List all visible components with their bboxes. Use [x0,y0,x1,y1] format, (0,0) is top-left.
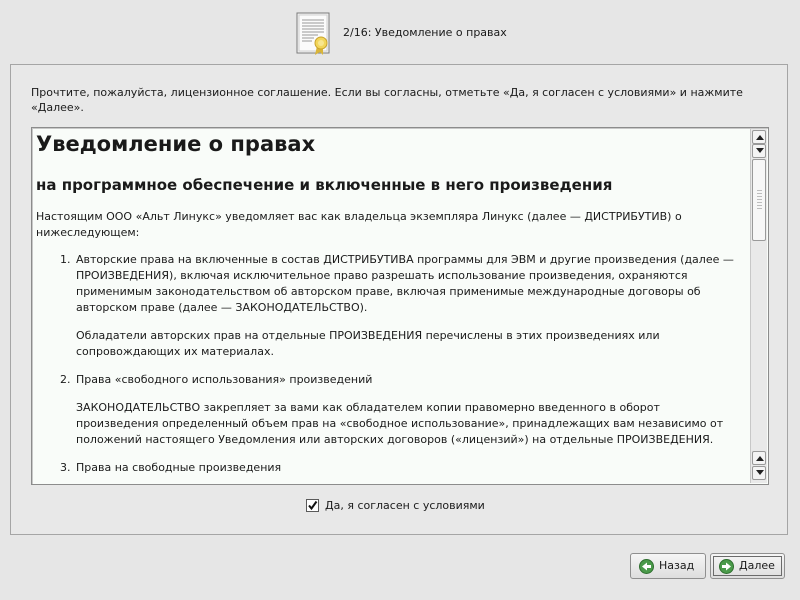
license-list-item [60,372,736,388]
back-button-label: Назад [659,559,695,572]
main-panel [10,64,788,535]
certificate-document-icon [296,12,332,56]
step-title: 2/16: Уведомление о правах [343,26,507,39]
arrow-right-icon [719,559,734,574]
scrollbar-thumb[interactable] [752,159,766,241]
arrow-down-icon [756,148,764,154]
license-title: Уведомление о правах [36,132,316,156]
list-item-text: Права на свободные произведения [76,461,282,474]
license-paragraph: Обладатели авторских прав на отдельные ПРОИЗВЕДЕНИЯ перечислены в этих произведениях или сопровождающих их материалах. [76,329,660,358]
arrow-left-icon [639,559,654,574]
list-number: 2. [60,373,71,386]
agree-checkbox[interactable] [306,499,319,512]
list-item-text: Авторские права на включенные в состав ДИСТРИБУТИВА программы для ЭВМ и другие произведения (далее — ПРОИЗВЕДЕНИЯ), включая исключительное право разрешать использование произведения, охраняются применимым законодательством об авторском праве, включая применимые международные договоры об авторском праве (далее — ЗАКОНОДАТЕЛЬСТВО). [76,253,734,314]
next-button-label: Далее [739,559,775,572]
back-button[interactable] [630,553,706,579]
arrow-up-icon [756,455,764,461]
license-content [36,130,749,482]
instructions-text: Прочтите, пожалуйста, лицензионное соглашение. Если вы согласны, отметьте «Да, я согласен с условиями» и нажмите «Далее». [31,86,743,114]
list-number: 1. [60,253,71,266]
license-intro: Настоящим ООО «Альт Линукс» уведомляет вас как владельца экземпляра Линукс (далее — ДИСТРИБУТИВ) о нижеследующем: [36,210,682,239]
list-item-text: Права «свободного использования» произведений [76,373,373,386]
license-paragraph: ЗАКОНОДАТЕЛЬСТВО закрепляет за вами как обладателем копии правомерно введенного в оборот произведения определенный объем прав на «свободное использование», принадлежащих вам независимо от положений настоящего Уведомления или авторских договоров («лицензий») на отдельные ПРОИЗВЕДЕНИЯ. [76,401,724,446]
agree-label[interactable]: Да, я согласен с условиями [325,499,485,512]
scroll-up-button[interactable] [752,451,766,465]
license-subtitle: на программное обеспечение и включенные в него произведения [36,176,613,194]
arrow-down-icon [756,470,764,476]
grip-icon [757,190,762,211]
license-text-view[interactable] [31,127,769,485]
license-list-item [60,252,736,316]
header [0,0,800,64]
arrow-up-icon [756,134,764,140]
list-number: 3. [60,461,71,474]
scroll-down-button[interactable] [752,466,766,480]
scroll-up-button[interactable] [752,130,766,144]
scroll-down-button[interactable] [752,144,766,158]
vertical-scrollbar[interactable] [750,129,767,483]
checkmark-icon [307,500,318,511]
next-button[interactable] [710,553,785,579]
license-list-item [60,460,736,476]
